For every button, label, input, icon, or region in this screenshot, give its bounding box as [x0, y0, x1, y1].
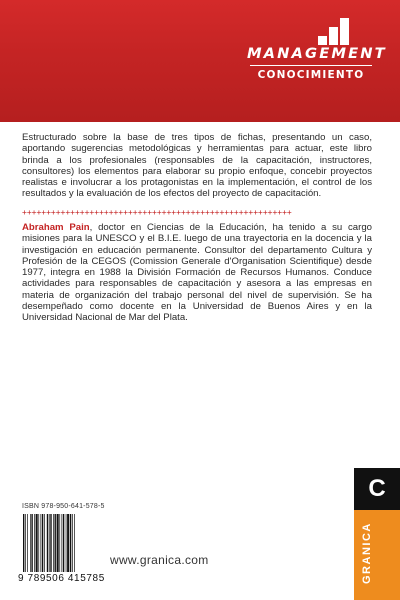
author-bio [22, 222, 372, 324]
author-bio-text: , doctor en Ciencias de la Educación, ha tenido a su cargo misiones para la UNESCO y el B.I.E. luego de una trayectoria en la docencia y la investigación en educación permanente. Consultor del departamento Cultura y Profesión de la CEGOS (Comission Generale d'Organisation Scientifique) desde 1977, integra en 1988 la División Formación de Recursos Humanos. Conduce actividades para responsables de capacitación y asesora a las empresas en materia de organización del trabajo personal del nivel de supervisión. Se ha desempeñado como docente en la Universidad de Buenos Aires y en la Universidad Nacional de Mar del Plata. [22, 222, 372, 324]
stacked-blocks-icon [318, 18, 354, 46]
author-name: Abraham Pain [22, 222, 90, 233]
barcode-digits: 9 789506 415785 [18, 573, 105, 584]
isbn-label: ISBN 978-950-641-578-5 [22, 503, 105, 510]
intro-paragraph: Estructurado sobre la base de tres tipos de fichas, presentando un caso, aportando sugerencias metodológicas y herramientas para actuar, este libro brinda a los profesionales (responsables de la capacitación, instructores, consultores) los elementos para elaborar su propio enfoque, concebir proyectos realistas e involucrar a los protagonistas en la implementación, el control de los resultados y la evaluación de los efectos del proyecto de capacitación. [22, 132, 372, 200]
cover-header [0, 0, 400, 122]
series-label: CONOCIMIENTO [257, 69, 365, 81]
side-tab-letter: C [354, 468, 400, 510]
side-tab-publisher: GRANICA [361, 522, 373, 584]
brand-title: MANAGEMENT [246, 46, 387, 62]
brand-rule [250, 65, 372, 66]
publisher-website: www.granica.com [110, 553, 209, 567]
plus-divider: ++++++++++++++++++++++++++++++++++++++++++++++++++++++++ [22, 208, 292, 217]
barcode [22, 514, 98, 572]
